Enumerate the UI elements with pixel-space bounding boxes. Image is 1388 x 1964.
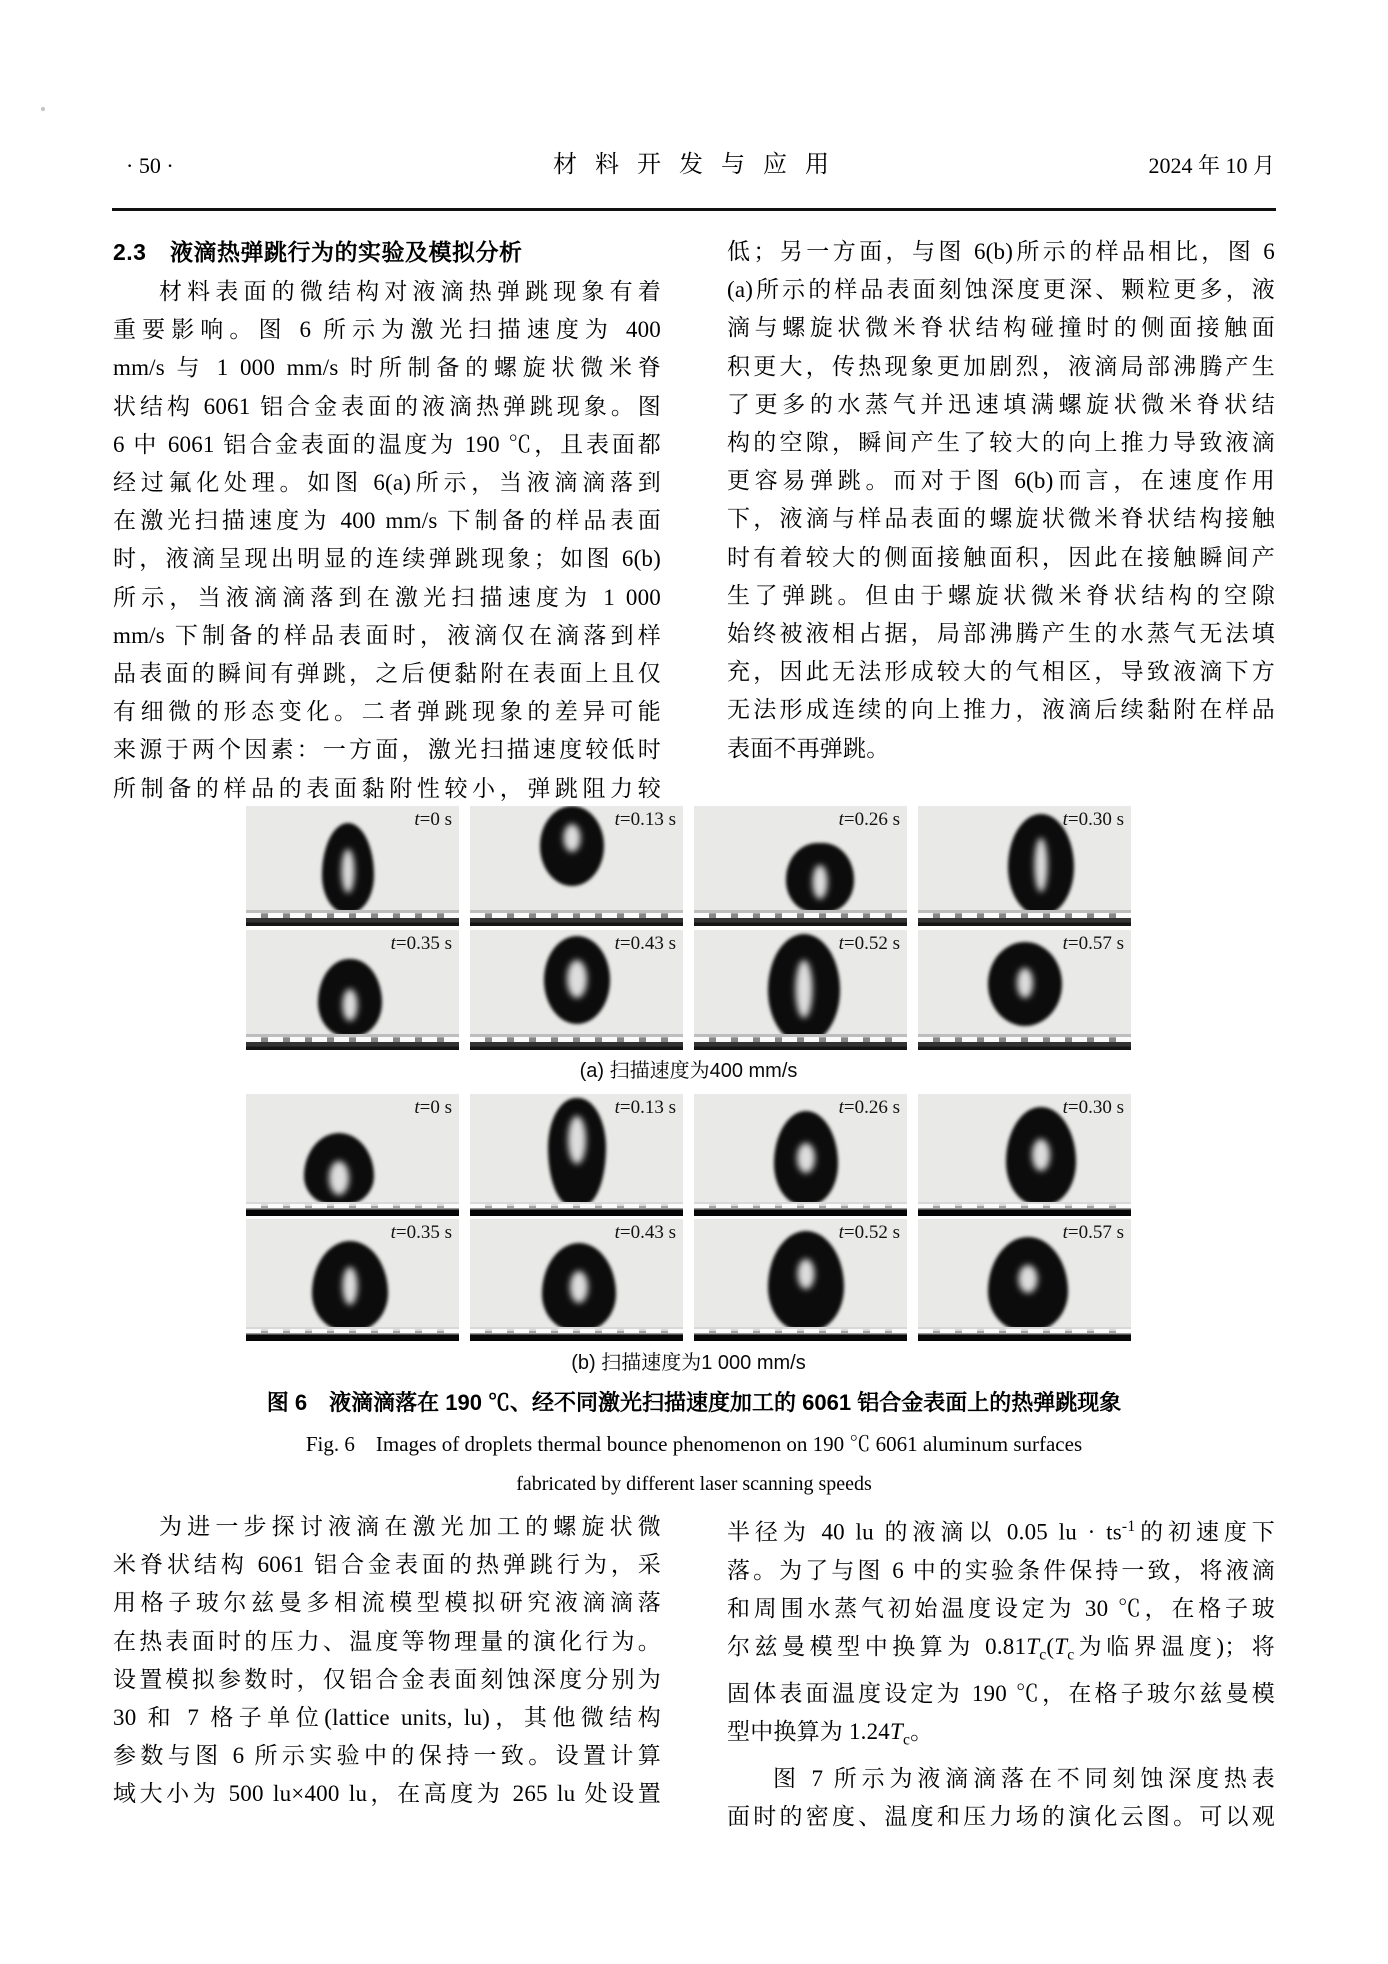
droplet xyxy=(318,959,382,1037)
droplet-frame-a1 xyxy=(246,806,459,926)
droplet-frame-a7 xyxy=(694,930,907,1050)
surface-dashed-line xyxy=(694,913,907,918)
text-line: 型中换算为 $1.24T_c$。 xyxy=(727,1719,934,1749)
surface-dashed-line xyxy=(694,1204,907,1208)
surface-dashed-line xyxy=(694,1329,907,1333)
droplet-hole xyxy=(570,1271,588,1303)
surface-strip xyxy=(470,1034,683,1050)
droplet-hole xyxy=(568,1116,586,1164)
timestamp-label: t=0.13 s xyxy=(614,1097,676,1118)
text-line: 来源于两个因素：一方面，激光扫描速度较低时 xyxy=(113,737,661,763)
droplet-hole xyxy=(1019,1265,1038,1293)
droplet-hole xyxy=(798,1259,815,1289)
droplet-frame-b2 xyxy=(470,1094,683,1216)
droplet xyxy=(1006,1107,1076,1205)
surface-strip xyxy=(694,910,907,926)
column-top-right xyxy=(727,233,1275,768)
surface-strip xyxy=(918,910,1131,926)
surface-strip xyxy=(918,1034,1131,1050)
column-top-left xyxy=(113,231,661,808)
timestamp-label: t=0.13 s xyxy=(614,809,676,830)
surface-dashed-line xyxy=(246,1329,459,1333)
text-line: 生了弹跳。但由于螺旋状微米脊状结构的空隙 xyxy=(727,582,1275,608)
droplet-frame-b7 xyxy=(694,1219,907,1341)
droplet xyxy=(988,942,1062,1026)
surface-dashed-line xyxy=(918,1037,1131,1042)
text-line: mm/s 下制备的样品表面时，液滴仅在滴落到样 xyxy=(113,622,661,648)
text-line: 无法形成连续的向上推力，液滴后续黏附在样品 xyxy=(727,697,1275,723)
text-line: 滴与螺旋状微米脊状结构碰撞时的侧面接触面 xyxy=(727,315,1275,341)
text-line: 构的空隙，瞬间产生了较大的向上推力导致液滴 xyxy=(727,430,1275,456)
page-number: · 50 · xyxy=(126,153,174,178)
droplet-frame-b4 xyxy=(918,1094,1131,1216)
droplet-frame-b8 xyxy=(918,1219,1131,1341)
surface-dashed-line xyxy=(470,1037,683,1042)
droplet-frame-b3 xyxy=(694,1094,907,1216)
text-line: 所示，当液滴滴落到在激光扫描速度为 1 000 xyxy=(113,584,661,610)
surface-strip xyxy=(470,1202,683,1216)
timestamp-label: t=0.57 s xyxy=(1062,1222,1124,1243)
text-line: 在激光扫描速度为 400 mm/s 下制备的样品表面 xyxy=(113,508,661,534)
droplet xyxy=(548,1098,606,1206)
text-line: 域大小为 500 lu×400 lu，在高度为 265 lu 处设置 xyxy=(113,1781,661,1807)
timestamp-label: t=0.35 s xyxy=(390,933,452,954)
droplet-hole xyxy=(343,1267,358,1305)
surface-strip xyxy=(246,1202,459,1216)
scan-artifact-dot xyxy=(41,107,45,111)
surface-strip xyxy=(246,1327,459,1341)
text-line: 重要影响。图 6 所示为激光扫描速度为 400 xyxy=(113,317,661,343)
text-line: 充，因此无法形成较大的气相区，导致液滴下方 xyxy=(727,659,1275,685)
droplet xyxy=(786,843,854,913)
droplet xyxy=(544,936,610,1024)
timestamp-label: t=0 s xyxy=(414,1097,452,1118)
droplet xyxy=(774,1111,838,1205)
timestamp-label: t=0.26 s xyxy=(838,809,900,830)
text-line: mm/s 与 1 000 mm/s 时所制备的螺旋状微米脊 xyxy=(113,355,661,381)
text-line: 了更多的水蒸气并迅速填满螺旋状微米脊状结 xyxy=(727,391,1275,417)
text-line: 固体表面温度设定为 190 ℃，在格子玻尔兹曼模 xyxy=(727,1681,1275,1707)
text-line: 6 中 6061 铝合金表面的温度为 190 ℃，且表面都 xyxy=(113,431,661,457)
text-line: 表面不再弹跳。 xyxy=(727,735,890,761)
timestamp-label: t=0.52 s xyxy=(838,933,900,954)
droplet-frame-a5 xyxy=(246,930,459,1050)
droplet xyxy=(540,806,604,886)
timestamp-label: t=0.30 s xyxy=(1062,809,1124,830)
droplet-hole xyxy=(564,824,581,852)
surface-strip xyxy=(470,910,683,926)
text-line: 尔兹曼模型中换算为 $0.81T_c(T_c$为临界温度)；将 xyxy=(727,1634,1275,1664)
surface-dashed-line xyxy=(918,1204,1131,1208)
text-line: 米脊状结构 6061 铝合金表面的热弹跳行为，采 xyxy=(113,1552,661,1578)
figure6-caption-en-line2: fabricated by different laser scanning speeds xyxy=(516,1473,872,1495)
surface-dashed-line xyxy=(246,1204,459,1208)
text-line: 时有着较大的侧面接触面积，因此在接触瞬间产 xyxy=(727,544,1275,570)
text-line: 经过氟化处理。如图 6(a)所示，当液滴滴落到 xyxy=(113,470,661,496)
text-line: 低；另一方面，与图 6(b)所示的样品相比，图 6 xyxy=(727,239,1275,264)
surface-strip xyxy=(470,1327,683,1341)
text-line: 图 7 所示为液滴滴落在不同刻蚀深度热表 xyxy=(773,1766,1275,1792)
text-line: 品表面的瞬间有弹跳，之后便黏附在表面上且仅 xyxy=(113,661,661,687)
droplet-hole xyxy=(329,1161,349,1195)
text-line: 有细微的形态变化。二者弹跳现象的差异可能 xyxy=(113,699,661,725)
text-line: 面时的密度、温度和压力场的演化云图。可以观 xyxy=(727,1804,1275,1830)
figure6-caption-zh: 图 6 液滴滴落在 190 ℃、经不同激光扫描速度加工的 6061 铝合金表面上的热弹跳现象 xyxy=(266,1390,1122,1415)
surface-strip xyxy=(246,910,459,926)
text-line: 30 和 7 格子单位(lattice units, lu)，其他微结构 xyxy=(113,1705,661,1731)
timestamp-label: t=0 s xyxy=(414,809,452,830)
droplet xyxy=(768,1231,844,1331)
text-line: 下，液滴与样品表面的螺旋状微米脊状结构接触 xyxy=(727,506,1275,532)
column-bottom-left xyxy=(113,1508,661,1814)
timestamp-label: t=0.52 s xyxy=(838,1222,900,1243)
droplet xyxy=(988,1237,1068,1331)
text-line: 设置模拟参数时，仅铝合金表面刻蚀深度分别为 xyxy=(113,1666,661,1692)
text-line: 时，液滴呈现出明显的连续弹跳现象；如图 6(b) xyxy=(113,546,661,572)
text-line: 落。为了与图 6 中的实验条件保持一致，将液滴 xyxy=(727,1557,1275,1583)
droplet xyxy=(304,1133,374,1205)
timestamp-label: t=0.30 s xyxy=(1062,1097,1124,1118)
droplet-hole xyxy=(1035,838,1048,892)
surface-strip xyxy=(918,1327,1131,1341)
journal-title: 材 料 开 发 与 应 用 xyxy=(553,152,835,178)
text-line: 状结构 6061 铝合金表面的液滴热弹跳现象。图 xyxy=(113,393,661,419)
surface-strip xyxy=(694,1327,907,1341)
droplet-hole xyxy=(342,849,355,893)
droplet xyxy=(322,823,374,913)
timestamp-label: t=0.26 s xyxy=(838,1097,900,1118)
timestamp-label: t=0.43 s xyxy=(614,1222,676,1243)
text-line: 始终被液相占据，局部沸腾产生的水蒸气无法填 xyxy=(727,621,1275,647)
text-line: 积更大，传热现象更加剧烈，液滴局部沸腾产生 xyxy=(727,353,1275,379)
droplet-frame-b1 xyxy=(246,1094,459,1216)
surface-dashed-line xyxy=(470,913,683,918)
surface-dashed-line xyxy=(918,913,1131,918)
droplet xyxy=(312,1241,388,1331)
text-line: 材料表面的微结构对液滴热弹跳现象有着 xyxy=(159,279,661,304)
column-bottom-right xyxy=(727,1508,1275,1836)
droplet-hole xyxy=(796,960,813,1018)
surface-strip xyxy=(694,1202,907,1216)
surface-dashed-line xyxy=(918,1329,1131,1333)
figure6-group-b xyxy=(246,1094,1131,1341)
figure6-caption-en-line1: Fig. 6 Images of droplets thermal bounce phenomenon on 190 ℃ 6061 aluminum surfaces xyxy=(305,1432,1083,1456)
figure6-caption-b: (b) 扫描速度为1 000 mm/s xyxy=(571,1352,806,1374)
droplet-frame-b5 xyxy=(246,1219,459,1341)
text-line: 用格子玻尔兹曼多相流模型模拟研究液滴滴落 xyxy=(113,1590,661,1616)
figure6-caption-a: (a) 扫描速度为400 mm/s xyxy=(579,1060,798,1082)
text-line: (a)所示的样品表面刻蚀深度更深、颗粒更多，液 xyxy=(727,277,1275,303)
droplet-frame-a8 xyxy=(918,930,1131,1050)
section-heading: 2.3 液滴热弹跳行为的实验及模拟分析 xyxy=(113,239,523,265)
droplet-hole xyxy=(797,1143,815,1173)
surface-dashed-line xyxy=(694,1037,907,1042)
text-line: 半径为 40 lu 的液滴以 0.05 lu · $ts^{-1}$的初速度下 xyxy=(727,1518,1275,1545)
droplet-hole xyxy=(1032,1139,1050,1171)
droplet-frame-a3 xyxy=(694,806,907,926)
droplet xyxy=(542,1243,616,1331)
droplet-frame-b6 xyxy=(470,1219,683,1341)
issue-date: 2024 年 10 月 xyxy=(1148,153,1275,178)
surface-dashed-line xyxy=(246,1037,459,1042)
surface-dashed-line xyxy=(246,913,459,918)
text-line: 参数与图 6 所示实验中的保持一致。设置计算 xyxy=(113,1743,661,1769)
surface-dashed-line xyxy=(470,1204,683,1208)
droplet-hole xyxy=(1017,968,1033,998)
timestamp-label: t=0.57 s xyxy=(1062,933,1124,954)
droplet-frame-a6 xyxy=(470,930,683,1050)
figure6-group-a xyxy=(246,806,1131,1050)
header-rule xyxy=(112,208,1276,211)
text-line: 更容易弹跳。而对于图 6(b)而言，在速度作用 xyxy=(727,468,1275,494)
droplet-frame-a2 xyxy=(470,806,683,926)
text-line: 所制备的样品的表面黏附性较小，弹跳阻力较 xyxy=(113,775,661,801)
timestamp-label: t=0.43 s xyxy=(614,933,676,954)
droplet xyxy=(768,934,840,1044)
droplet-frame-a4 xyxy=(918,806,1131,926)
droplet-hole xyxy=(343,989,358,1021)
droplet-hole xyxy=(567,960,587,998)
surface-strip xyxy=(918,1202,1131,1216)
surface-strip xyxy=(694,1034,907,1050)
text-line: 和周围水蒸气初始温度设定为 30 ℃，在格子玻 xyxy=(727,1596,1275,1622)
surface-strip xyxy=(246,1034,459,1050)
surface-dashed-line xyxy=(470,1329,683,1333)
timestamp-label: t=0.35 s xyxy=(390,1222,452,1243)
droplet-hole xyxy=(813,865,828,899)
text-line: 在热表面时的压力、温度等物理量的演化行为。 xyxy=(113,1628,661,1654)
text-line: 为进一步探讨液滴在激光加工的螺旋状微 xyxy=(159,1514,661,1539)
